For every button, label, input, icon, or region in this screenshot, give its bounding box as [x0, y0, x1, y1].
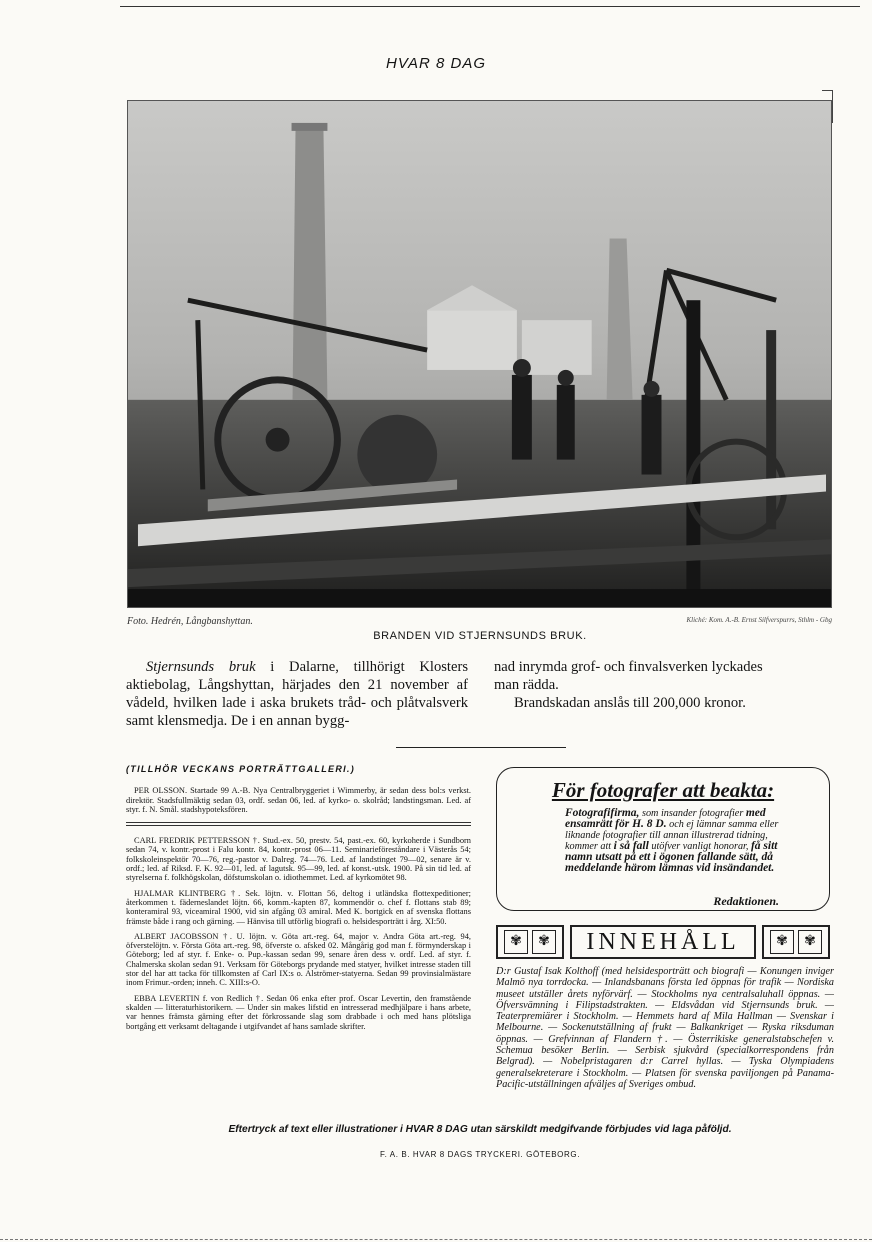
flower-ornament-icon: ✾ — [532, 930, 556, 954]
notice-signature: Redaktionen. — [713, 894, 779, 908]
article-text-3: Brandskadan anslås till 200,000 kronor. — [514, 695, 746, 711]
notice-bold-2: med ensamrätt för H. 8 D. — [565, 807, 766, 830]
notice-body — [565, 808, 795, 874]
gallery-entry: CARL FREDRIK PETTERSSON †. Stud.-ex. 50, prestv. 54, past.-ex. 60, kyrkoherde i Sundborn sedan 74, v. kontr.-prost i Falu kontr. 84, kontr.-prost 06—11. Seminarieföreståndare i Västerås 54; folkskoleinspektör 70—76, reg.-pastor v. Dalreg. 74—76. Led. af landstinget 79—02, senare är v. ordf.; led. af Riksd. F. K. 92—01, led. af lagutsk. 95—99, led. af konst.-utsk. 1900. På sin tid led. af styrelserna f. folkhögskolan, döfstumskolan o. idiothemmet. Led. af kyrkomötet 98. — [126, 836, 471, 883]
printer-line: F. A. B. HVAR 8 DAGS TRYCKERI. GÖTEBORG. — [379, 1150, 581, 1159]
photo-title: BRANDEN VID STJERNSUNDS BRUK. — [373, 630, 587, 642]
article-divider — [396, 747, 566, 748]
contents-title: INNEHÅLL — [570, 925, 756, 959]
article-column-2 — [494, 658, 780, 712]
article-text-2: nad inrymda grof- och finvalsverken lyckades man rädda. — [494, 659, 763, 693]
notice-text-1: som insander fotografier — [639, 808, 746, 819]
bottom-rule — [0, 1239, 872, 1240]
page-header: HVAR 8 DAG — [385, 55, 487, 72]
contents-header — [496, 925, 830, 959]
gallery-entry: HJALMAR KLINTBERG †. Sek. löjtn. v. Flottan 56, deltog i utländska flottexpeditioner; återkommen t. fäderneslandet löjtn. 66, komm.-kapten 87, kommendör o. chef f. flottans stab 89; konteramiral 93, viceamiral 1900, vid sin afgång 03 amiral. Med K. bortgick en af svenska flottans främste både i rang och gärning. — Hänvisa till utförlig biografi o. helsidesporträtt i årg. XI:50. — [126, 888, 471, 926]
gallery-divider — [126, 822, 471, 826]
notice-bold-1: Fotografifirma, — [565, 807, 640, 819]
notice-bold-4: få sitt namn utsatt på ett i ögonen fallande sätt, då meddelande härom lämnas vid insändandet. — [565, 840, 778, 874]
photo-credit: Foto. Hedrén, Långbanshyttan. — [127, 616, 253, 627]
flower-ornament-icon: ✾ — [798, 930, 822, 954]
notice-bold-3: i så fall — [613, 840, 649, 852]
notice-text-2: och ej lämnar samma eller liknande fotografier till annan illustrerad tidning, kommer att — [565, 819, 779, 852]
ornament-box-left — [496, 925, 564, 959]
ornament-box-right — [762, 925, 830, 959]
fire-photo — [127, 100, 832, 608]
top-rule — [120, 6, 860, 7]
contents-list: D:r Gustaf Isak Kolthoff (med helsidesporträtt och biografi — Konungen inviger Malmö nya torrdocka. — Inlandsbanans första led öppnas för trafik — Nordiska museet utställer årets nyförvärf. — Stockholms nya centralsaluhall öppnas. — Öfversvämning i Filipstadstrakten. — Eldsvådan vid Stjernsunds bruk. — Teaterpremiärer i Stockholm. — Hemmets hard af Mila Hallman — Svenskar i Melbourne. — Sockenutställning af frukt — Balkankriget — Ryska riksduman öppnas. — Grefvinnan af Flandern †. — Österrikiske generalstabschefen v. Schemua besöker Berlin. — Serbisk sjukvård (specialkorrespondens från Belgrad). — Nobelpristagaren d:r Carrel hyllas. — Tyska Olympiadens generalsekreterare i Stockholm. — Platsen för svenska paviljongen på Panama-Pacific-utställningen afväljes af Sveriges ombud. — [496, 966, 834, 1090]
gallery-entry: PER OLSSON. Startade 99 A.-B. Nya Centralbryggeriet i Wimmerby, är sedan dess bol:s verkst. direktör. Stadsfullmäktig sedan 03, ordf. sedan 06, led. af kyrko- o. skolråd; landstingsman. Led. af styr. f. N. Smål. stadshypoteksfören. — [126, 786, 471, 814]
cliche-credit: Kliché: Kom. A.-B. Ernst Silfverspurrs, Sthlm - Gbg — [686, 616, 832, 624]
portrait-gallery — [126, 765, 471, 1037]
article-text-1: i Dalarne, tillhörigt Klosters aktiebolag, Långshyttan, härjades den 21 november af vådeld, hvilken lade i aska brukets tråd- och plåtvalsverk samt klensmedja. De i en annan bygg- — [126, 659, 469, 729]
gallery-entry: ALBERT JACOBSSON †. U. löjtn. v. Göta art.-reg. 64, major v. Andra Göta art.-reg. 94, öfverstelöjtn. v. Första Göta art.-reg. 98, öfverste o. afsked 02. Mångårig god man f. förmynderskap i Göteborg; led af styr. f. Enke- o. Pup.-kassan sedan 99, senare åren dess v. ordf. Led. af styr. f. Chalmerska skolan sedan 91. Verksam för Göteborgs prydande med statyer, hvilket intresse staden till stor del har att tacka för tillkomsten af Carl IX:s o. Alströmer-statyerna. Sedan 99 provinsialmästare inom Frimur.-orden; inneh. C. XIII:s-O. — [126, 931, 471, 988]
gallery-entry: EBBA LEVERTIN f. von Redlich †. Sedan 06 enka efter prof. Oscar Levertin, den framstående skalden — litteraturhistorikern. — Under sin makes lifstid en intresserad medhjälpare i hans arbete, var hennes främsta gärning efter det förkrossande slag som drabbade i och med hans plötsliga bortgång ett verksamt deltagande i utgifvandet af hans samlade skrifter. — [126, 993, 471, 1031]
reprint-notice: Eftertryck af text eller illustrationer i HVAR 8 DAG utan särskildt medgifvande förbjudes vid laga påföljd. — [228, 1124, 732, 1135]
flower-ornament-icon: ✾ — [504, 930, 528, 954]
notice-text-3: utöfver vanligt honorar, — [648, 841, 751, 852]
article-lead: Stjernsunds bruk — [146, 659, 256, 675]
gallery-heading: (TILLHÖR VECKANS PORTRÄTTGALLERI.) — [126, 764, 356, 774]
flower-ornament-icon: ✾ — [770, 930, 794, 954]
article-column-1 — [126, 658, 468, 730]
notice-title: För fotografer att beakta: — [551, 778, 775, 802]
photographer-notice — [496, 767, 830, 911]
